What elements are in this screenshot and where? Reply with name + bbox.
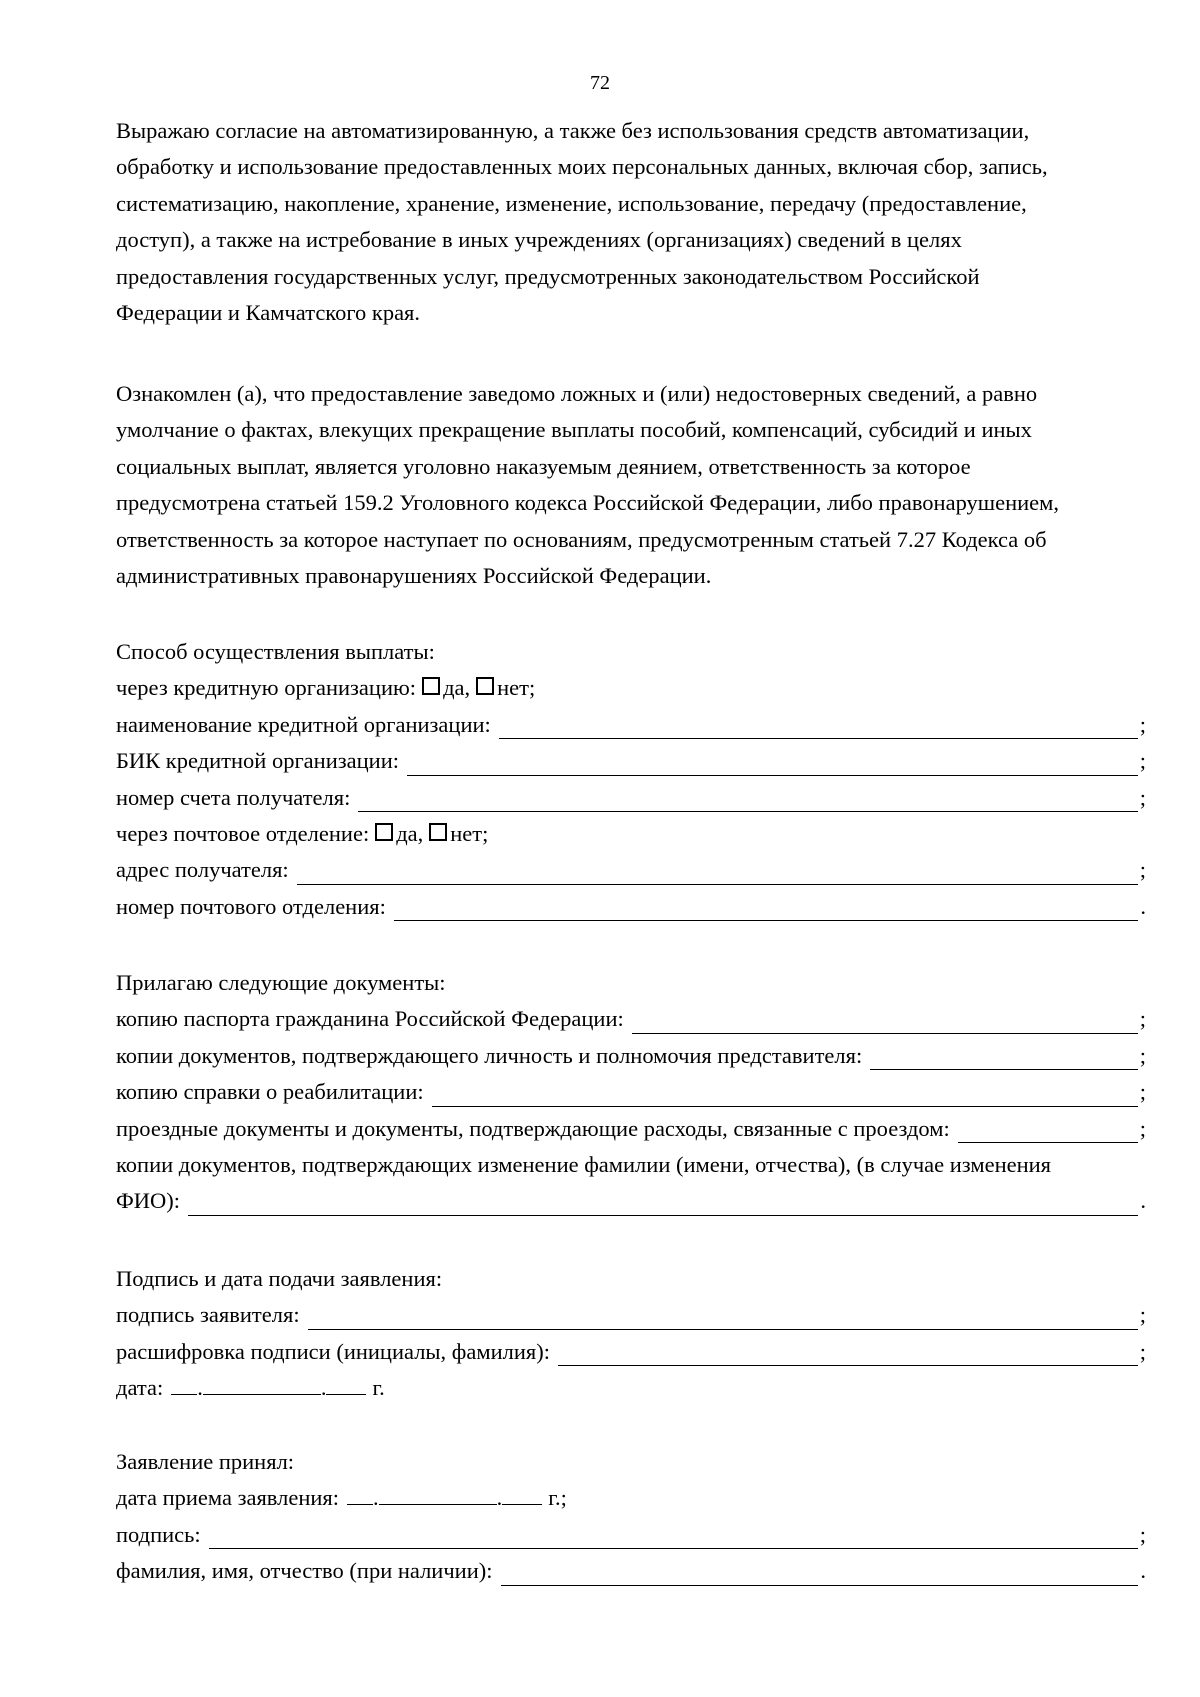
rehabilitation-row: копию справки о реабилитации: ; [116, 1074, 1146, 1110]
recipient-address-row: адрес получателя: ; [116, 852, 1146, 888]
consent-line: систематизацию, накопление, хранение, изменение, использование, передачу (предоставление, [116, 190, 1027, 216]
credit-org-no-checkbox[interactable] [476, 677, 494, 695]
representative-row: копии документов, подтверждающего личность и полномочия представителя: ; [116, 1038, 1146, 1074]
documents-section [116, 965, 1146, 1220]
consent-line: доступ), а также на истребование в иных учреждениях (организациях) сведений в целях [116, 227, 962, 253]
travel-row: проездные документы и документы, подтверждающие расходы, связанные с проездом: ; [116, 1111, 1146, 1147]
signature-decoding-row: расшифровка подписи (инициалы, фамилия): ; [116, 1334, 1146, 1370]
credit-org-yes-checkbox[interactable] [422, 677, 440, 695]
rehabilitation-field[interactable] [432, 1084, 1138, 1107]
month-field[interactable] [379, 1484, 497, 1505]
acceptor-name-field[interactable] [501, 1563, 1139, 1586]
documents-heading: Прилагаю следующие документы: [116, 970, 446, 995]
signature-heading: Подпись и дата подачи заявления: [116, 1266, 443, 1291]
warning-line: социальных выплат, является уголовно наказуемым деянием, ответственность за которое [116, 453, 971, 479]
bik-field[interactable] [407, 753, 1138, 776]
warning-line: предусмотрена статьей 159.2 Уголовного кодекса Российской Федерации, либо правонарушением, [116, 490, 1060, 516]
consent-line: Федерации и Камчатского края. [116, 300, 421, 326]
acceptor-signature-field[interactable] [209, 1526, 1138, 1549]
yes-label: да, [443, 675, 471, 701]
day-field[interactable] [347, 1484, 373, 1505]
application-date-row: дата: . . г. [116, 1375, 385, 1401]
warning-line: административных правонарушениях Российской Федерации. [116, 563, 712, 589]
recipient-address-field[interactable] [297, 862, 1138, 885]
acceptor-signature-row: подпись: ; [116, 1517, 1146, 1553]
consent-line: Выражаю согласие на автоматизированную, а также без использования средств автоматизации, [116, 118, 1030, 143]
payment-heading: Способ осуществления выплаты: [116, 639, 435, 664]
warning-line: Ознакомлен (а), что предоставление заведомо ложных и (или) недостоверных сведений, а равно [116, 381, 1038, 406]
acceptor-name-row: фамилия, имя, отчество (при наличии): . [116, 1553, 1146, 1589]
year-field[interactable] [326, 1374, 366, 1395]
account-field[interactable] [358, 789, 1137, 812]
payment-section [116, 634, 1146, 925]
credit-org-name-row: наименование кредитной организации: ; [116, 707, 1146, 743]
name-change-fio-row: ФИО): . [116, 1183, 1146, 1219]
year-field[interactable] [502, 1484, 542, 1505]
post-office-yes-checkbox[interactable] [375, 823, 393, 841]
signature-section [116, 1261, 1146, 1407]
representative-field[interactable] [870, 1047, 1138, 1070]
no-label: нет; [450, 820, 489, 846]
day-field[interactable] [171, 1374, 197, 1395]
post-office-number-field[interactable] [394, 898, 1139, 921]
travel-field[interactable] [958, 1120, 1138, 1143]
account-row: номер счета получателя: ; [116, 780, 1146, 816]
acceptance-date-row: дата приема заявления: . . г.; [116, 1485, 567, 1511]
accepted-section [116, 1444, 1146, 1590]
warning-line: умолчание о фактах, влекущих прекращение выплаты пособий, компенсаций, субсидий и иных [116, 417, 1032, 443]
passport-row: копию паспорта гражданина Российской Федерации: ; [116, 1001, 1146, 1037]
accepted-heading: Заявление принял: [116, 1449, 295, 1474]
post-office-option: через почтовое отделение: да, нет; [116, 816, 1146, 852]
credit-org-option: через кредитную организацию: да, нет; [116, 670, 1146, 706]
consent-line: обработку и использование предоставленных моих персональных данных, включая сбор, запись, [116, 154, 1048, 180]
name-change-field[interactable] [188, 1193, 1138, 1216]
signature-decoding-field[interactable] [558, 1343, 1138, 1366]
consent-line: предоставления государственных услуг, предусмотренных законодательством Российской [116, 263, 980, 289]
page-number: 72 [590, 72, 610, 94]
post-office-number-row: номер почтового отделения: . [116, 889, 1146, 925]
credit-org-name-field[interactable] [499, 716, 1138, 739]
yes-label: да, [396, 820, 424, 846]
bik-row: БИК кредитной организации: ; [116, 743, 1146, 779]
month-field[interactable] [203, 1374, 321, 1395]
no-label: нет; [497, 675, 536, 701]
post-office-no-checkbox[interactable] [429, 823, 447, 841]
applicant-signature-field[interactable] [308, 1307, 1138, 1330]
passport-field[interactable] [632, 1011, 1138, 1034]
name-change-row: копии документов, подтверждающих изменение фамилии (имени, отчества), (в случае изменения [116, 1151, 1052, 1177]
warning-paragraph [116, 376, 1146, 594]
applicant-signature-row: подпись заявителя: ; [116, 1297, 1146, 1333]
consent-paragraph [116, 113, 1146, 331]
warning-line: ответственность за которое наступает по основаниям, предусмотренным статьей 7.27 Кодекса об [116, 526, 1047, 552]
